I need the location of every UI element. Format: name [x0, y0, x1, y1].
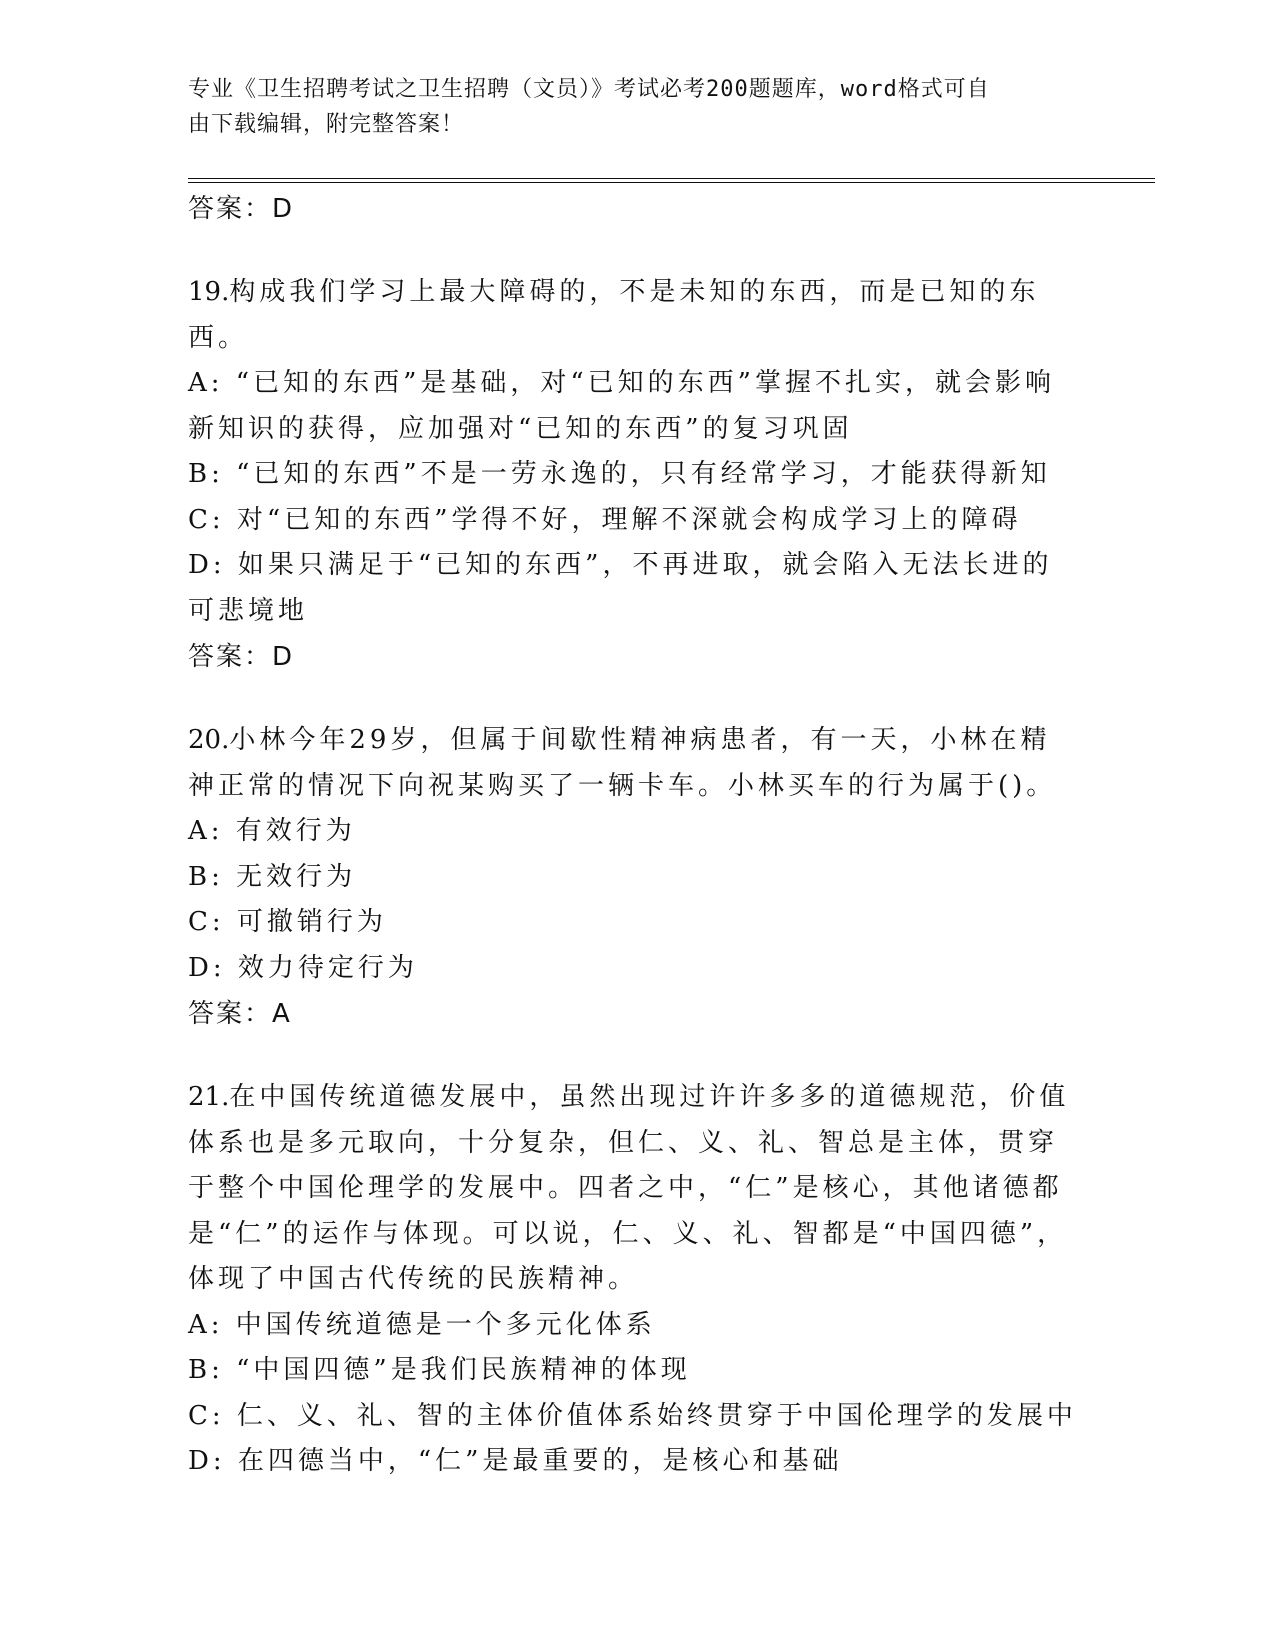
option-c: C: 可撤销行为 — [188, 907, 387, 937]
question-20 — [188, 718, 1078, 1037]
question-number: 21. — [188, 1082, 230, 1112]
question-body: 在中国传统道德发展中，虽然出现过许许多多的道德规范，价值体系也是多元取向，十分复杂，但仁、义、礼、智总是主体，贯穿于整个中国伦理学的发展中。四者之中，“仁”是核心，其他诸德都是“仁”的运作与体现。可以说，仁、义、礼、智都是“中国四德”，体现了中国古代传统的民族精神。 — [188, 1082, 1070, 1294]
question-text — [188, 1075, 1078, 1303]
question-text — [188, 270, 1078, 361]
option-d: D: 在四德当中，“仁”是最重要的，是核心和基础 — [188, 1446, 843, 1476]
option-a: A: “已知的东西”是基础，对“已知的东西”掌握不扎实，就会影响新知识的获得，应加强对“已知的东西”的复习巩固 — [188, 368, 1055, 444]
header-line-1: 专业《卫生招聘考试之卫生招聘（文员）》考试必考200题题库，word格式可自 — [188, 77, 990, 102]
document-header — [188, 72, 1068, 142]
question-19 — [188, 270, 1078, 680]
question-number: 19. — [188, 277, 230, 307]
header-divider — [188, 178, 1155, 179]
option-d: D: 如果只满足于“已知的东西”，不再进取，就会陷入无法长进的可悲境地 — [188, 550, 1053, 626]
option-a: A: 有效行为 — [188, 816, 356, 846]
question-text — [188, 718, 1078, 809]
option-b: B: 无效行为 — [188, 861, 357, 892]
question-number: 20. — [188, 725, 230, 755]
answer: 答案：D — [188, 642, 295, 672]
option-a: A: 中国传统道德是一个多元化体系 — [188, 1309, 656, 1340]
option-b: B: “中国四德”是我们民族精神的体现 — [188, 1355, 691, 1385]
option-c: C: 仁、义、礼、智的主体价值体系始终贯穿于中国伦理学的发展中 — [188, 1400, 1077, 1431]
header-line-2: 由下载编辑，附完整答案！ — [188, 112, 465, 137]
question-body: 构成我们学习上最大障碍的，不是未知的东西，而是已知的东西。 — [188, 277, 1040, 353]
option-b: B: “已知的东西”不是一劳永逸的，只有经常学习，才能获得新知 — [188, 459, 1051, 489]
document-body — [188, 186, 1078, 1485]
option-d: D: 效力待定行为 — [188, 952, 418, 983]
question-body: 小林今年29岁，但属于间歇性精神病患者，有一天，小林在精神正常的情况下向祝某购买了一辆卡车。小林买车的行为属于()。 — [188, 725, 1057, 801]
answer: 答案：A — [188, 999, 292, 1029]
question-21 — [188, 1075, 1078, 1485]
answer-previous-question: 答案：D — [188, 194, 295, 224]
option-c: C: 对“已知的东西”学得不好，理解不深就会构成学习上的障碍 — [188, 504, 1022, 535]
